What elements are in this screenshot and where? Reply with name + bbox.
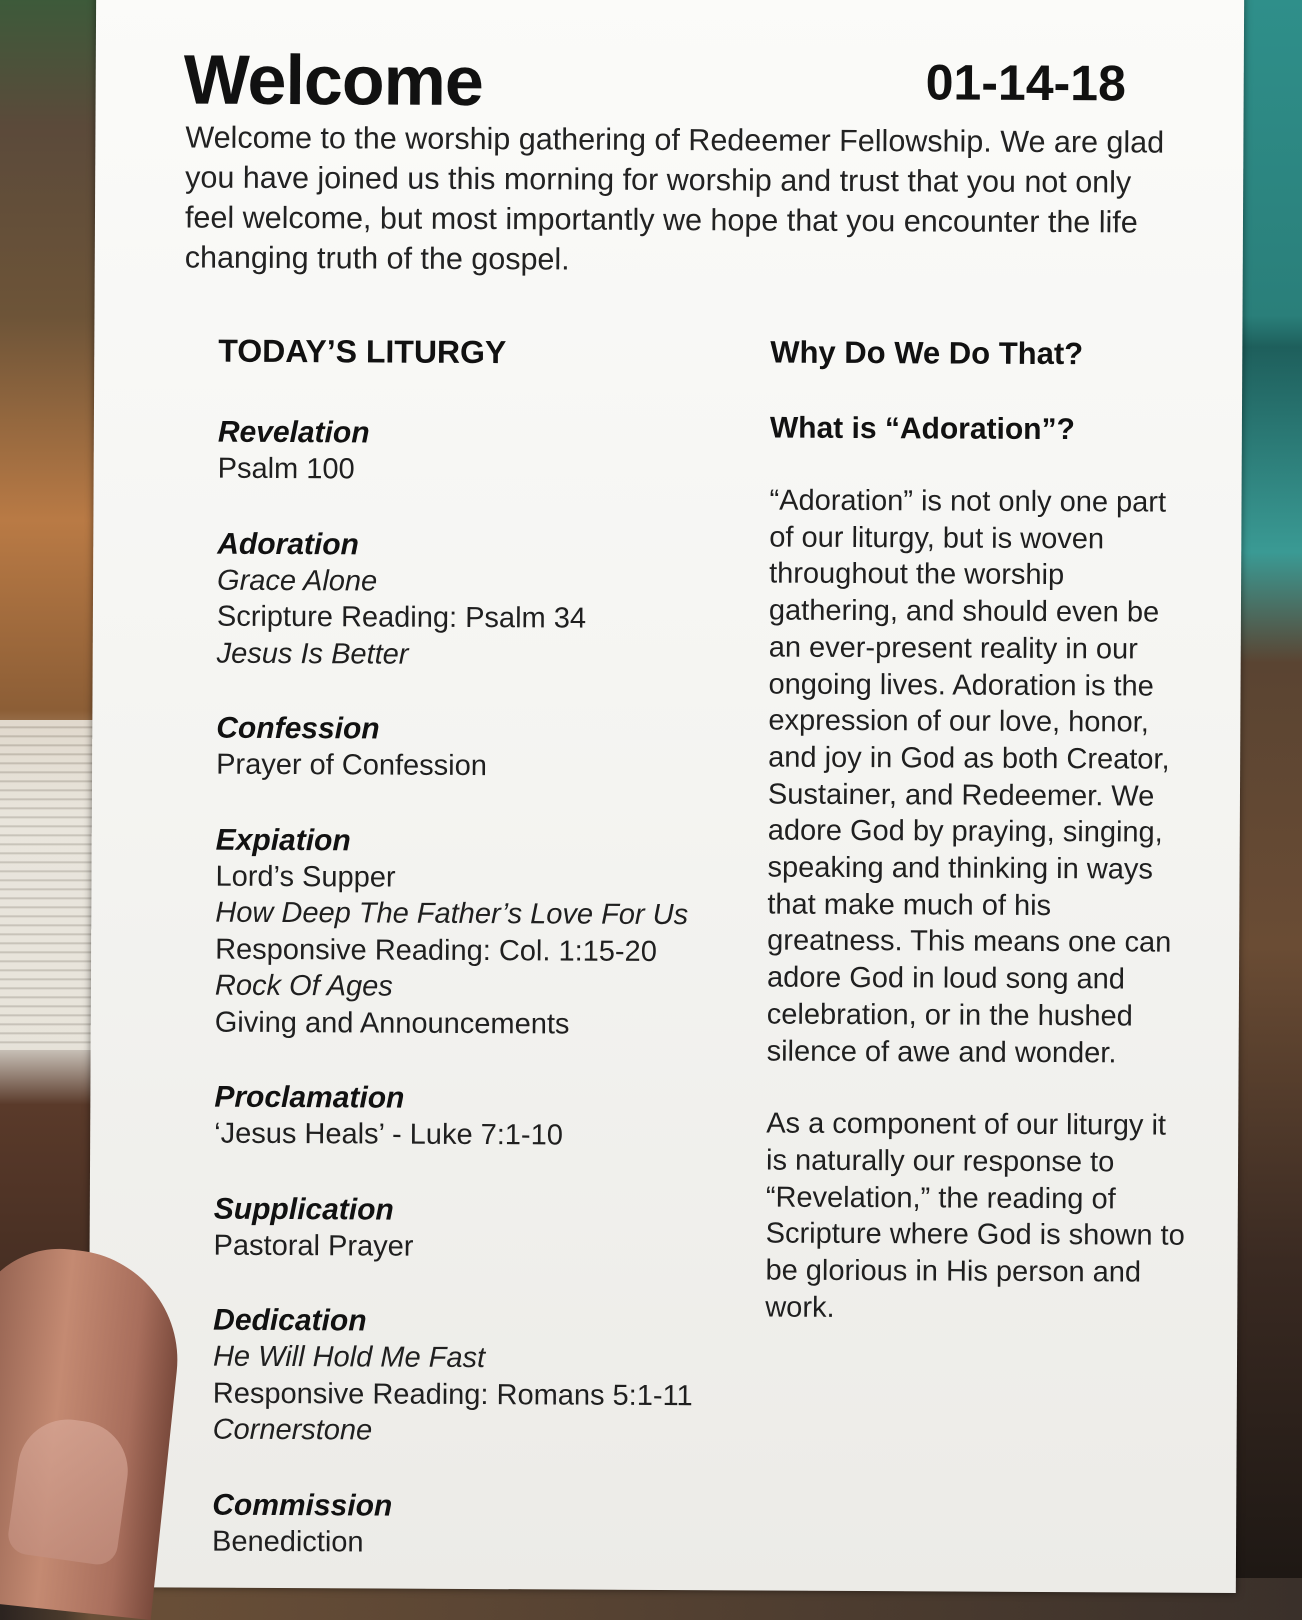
- liturgy-section: [218, 414, 758, 490]
- page-title: Welcome: [183, 40, 483, 121]
- explainer-column: [765, 333, 1190, 1365]
- liturgy-section-title: Dedication: [213, 1303, 367, 1338]
- liturgy-section-title: Proclamation: [214, 1080, 405, 1115]
- liturgy-item: Psalm 100: [217, 452, 355, 486]
- liturgy-section: [213, 1302, 754, 1451]
- liturgy-item: Grace Alone: [217, 564, 378, 597]
- liturgy-section: [216, 710, 756, 786]
- liturgy-item: Cornerstone: [212, 1413, 373, 1447]
- liturgy-item: Pastoral Prayer: [213, 1229, 414, 1263]
- liturgy-item: Responsive Reading: Col. 1:15-20: [215, 933, 657, 968]
- liturgy-section-title: Supplication: [213, 1192, 394, 1227]
- explainer-paragraph: As a component of our liturgy it is naturally our response to “Revelation,” the reading of Scripture where God is shown to be glorious in His person and work.: [765, 1107, 1185, 1324]
- liturgy-item: How Deep The Father’s Love For Us: [215, 896, 689, 932]
- explainer-heading: Why Do We Do That?: [770, 334, 1084, 372]
- explainer-question: What is “Adoration”?: [769, 411, 1075, 447]
- liturgy-item: ‘Jesus Heals’ - Luke 7:1-10: [214, 1117, 563, 1152]
- liturgy-item: Responsive Reading: Romans 5:1-11: [212, 1377, 693, 1412]
- liturgy-section-title: Commission: [212, 1488, 393, 1523]
- welcome-paragraph: Welcome to the worship gathering of Redeemer Fellowship. We are glad you have joined us this morning for worship and trust that you not only feel welcome, but most importantly we hope that you encounter the life changing truth of the gospel.: [184, 120, 1165, 277]
- liturgy-section: [212, 1486, 752, 1562]
- liturgy-heading: TODAY’S LITURGY: [218, 332, 507, 371]
- liturgy-item: Rock Of Ages: [214, 969, 393, 1003]
- liturgy-sections: [212, 414, 758, 1563]
- liturgy-section-title: Expiation: [215, 823, 351, 857]
- liturgy-item: Lord’s Supper: [215, 860, 396, 894]
- liturgy-section-title: Adoration: [217, 527, 360, 561]
- liturgy-item: Jesus Is Better: [216, 637, 409, 671]
- liturgy-item: Prayer of Confession: [216, 748, 488, 783]
- liturgy-section: [215, 821, 756, 1043]
- bulletin-date: 01-14-18: [925, 54, 1127, 112]
- liturgy-section: [217, 525, 758, 674]
- liturgy-column: [212, 333, 759, 1601]
- liturgy-item: Benediction: [211, 1525, 364, 1558]
- liturgy-item: He Will Hold Me Fast: [212, 1340, 486, 1375]
- bulletin-page: [88, 0, 1244, 1593]
- background-open-book: [0, 720, 100, 1050]
- liturgy-section-title: Revelation: [217, 415, 370, 450]
- liturgy-section: [214, 1079, 754, 1155]
- liturgy-item: Scripture Reading: Psalm 34: [216, 600, 587, 635]
- liturgy-section-title: Confession: [216, 711, 380, 746]
- background-right: [1236, 0, 1302, 1578]
- liturgy-item: Giving and Announcements: [214, 1006, 570, 1040]
- explainer-paragraph: “Adoration” is not only one part of our liturgy, but is woven throughout the worship gathering, and should even be an ever-present reality in our ongoing lives. Adoration is the expression of our love, honor, and joy in God as both Creator, Sustainer, and Redeemer. We adore God by praying, singing, speaking and thinking in ways that make much of his greatness. This means one can adore God in loud song and celebration, or in the hushed silence of awe and wonder.: [766, 484, 1172, 1069]
- liturgy-section: [214, 1190, 754, 1266]
